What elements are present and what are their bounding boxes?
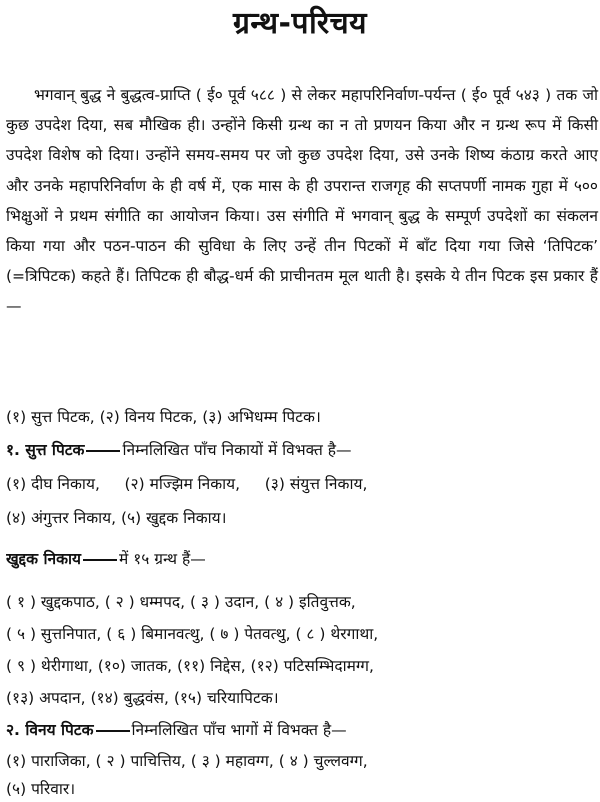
em-dash <box>86 450 120 452</box>
intro-paragraph: भगवान् बुद्ध ने बुद्धत्व-प्राप्ति ( ई० पूर्व ५८८ ) से लेकर महापरिनिर्वाण-पर्यन्त ( ई० पूर्व ५४३ ) तक जो कुछ उपदेश दिया, सब मौखिक ही। उन्होंने किसी ग्रन्थ का न तो प्रणयन किया और न ग्रन्थ रूप में किसी उपदेश विशेष को दिया। उन्होंने समय-समय पर जो कुछ उपदेश दिया, उसे उनके शिष्य कंठाग्र करते आए और उनके महापरिनिर्वाण के ही वर्ष में, एक मास के ही उपरान्त राजगृह की सप्तपर्णी नामक गुहा में ५०० भिक्षुओं ने प्रथम संगीति का आयोजन किया। उस संगीति में भगवान् बुद्ध के सम्पूर्ण उपदेशों का संकलन किया गया और पठन-पाठन की सुविधा के लिए उन्हें तीन पिटकों में बाँट दिया गया जिसे ‘तिपिटक’ (=त्रिपिटक) कहते हैं। तिपिटक ही बौद्ध-धर्म की प्राचीनतम मूल थाती है। इसके ये तीन पिटक इस प्रकार हैं— <box>6 86 598 316</box>
vinaya-pitaka-line <box>6 717 598 743</box>
sutta-pitaka-heading: १. सुत्त पिटक <box>6 441 85 459</box>
khuddaka-line-3: ( ९ ) थेरीगाथा, (१०) जातक, (११) निद्देस, (१२) पटिसम्भिदामग्ग, <box>6 657 374 675</box>
khuddaka-line-2: ( ५ ) सुत्तनिपात, ( ६ ) बिमानवत्थु, ( ७ ) पेतवत्थु, ( ८ ) थेरगाथा, <box>6 625 379 643</box>
em-dash <box>83 559 117 561</box>
khuddaka-nikaya-heading: खुद्दक निकाय <box>6 550 82 568</box>
khuddaka-nikaya-intro: में १५ ग्रन्थ हैं— <box>119 550 206 568</box>
em-dash <box>96 730 130 732</box>
page-title: ग्रन्थ-परिचय <box>232 6 368 41</box>
khuddaka-line-1: ( १ ) खुद्दकपाठ, ( २ ) धम्मपद, ( ३ ) उदान, ( ४ ) इतिवुत्तक, <box>6 593 356 611</box>
khuddaka-line-4: (१३) अपदान, (१४) बुद्धवंस, (१५) चरियापिटक। <box>6 689 279 707</box>
vinaya-pitaka-intro: निम्नलिखित पाँच भागों में विभक्त है— <box>131 721 347 739</box>
sutta-pitaka-line <box>6 437 598 463</box>
nikaya-line-2: (४) अंगुत्तर निकाय, (५) खुद्दक निकाय। <box>6 509 227 527</box>
sutta-pitaka-intro: निम्नलिखित पाँच निकायों में विभक्त है— <box>122 441 352 459</box>
nikaya-line-1: (१) दीघ निकाय, (२) मज्झिम निकाय, (३) संयुत्त निकाय, <box>6 475 368 493</box>
vinaya-line-2: (५) परिवार। <box>6 780 76 798</box>
pitaka-list: (१) सुत्त पिटक, (२) विनय पिटक, (३) अभिधम्म पिटक। <box>6 408 321 426</box>
vinaya-line-1: (१) पाराजिका, ( २ ) पाचित्तिय, ( ३ ) महावग्ग, ( ४ ) चुल्लवग्ग, <box>6 752 368 770</box>
khuddaka-nikaya-line <box>6 546 598 572</box>
vinaya-pitaka-heading: २. विनय पिटक <box>6 721 94 739</box>
